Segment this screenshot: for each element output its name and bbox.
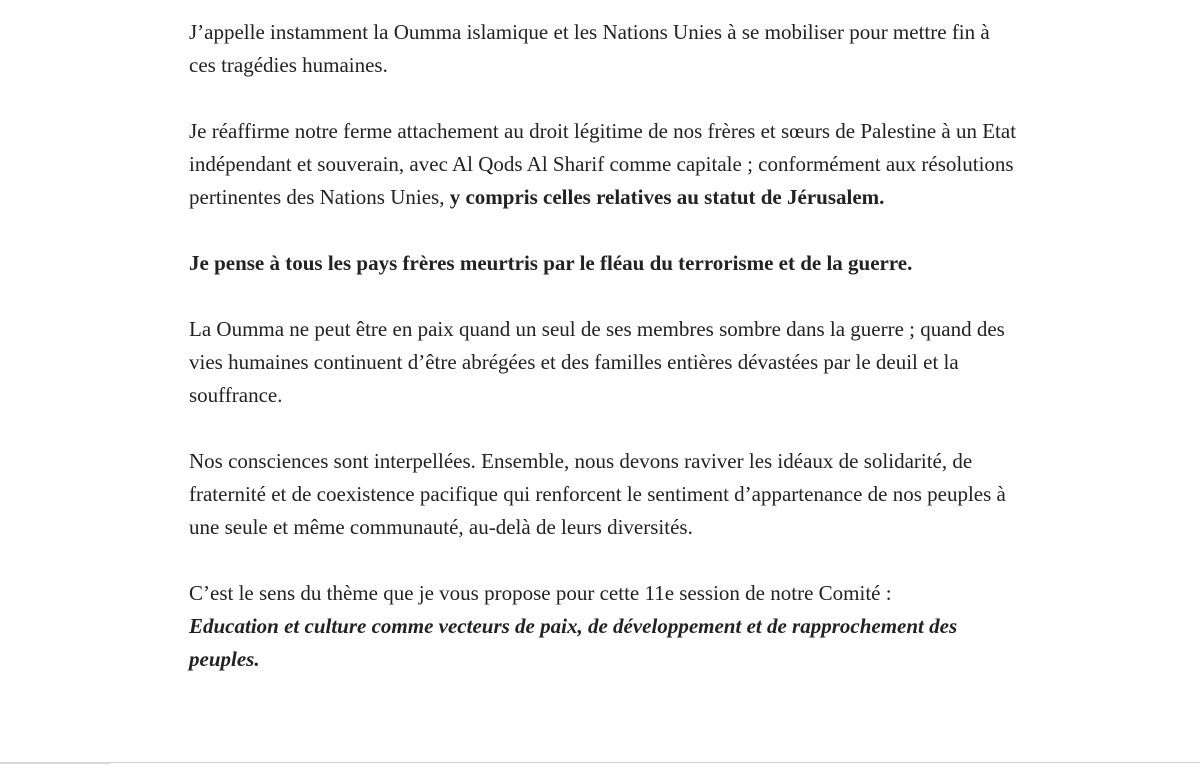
paragraph-text: Nos consciences sont interpellées. Ensemble, nous devons raviver les idéaux de solidarité, de fraternité et de coexistence pacifique qui renforcent le sentiment d’appartenance de nos peuples à une seule et même communauté, au-delà de leurs diversités. xyxy=(189,449,1006,539)
bottom-edge-divider xyxy=(0,762,1200,767)
paragraph-consciences xyxy=(189,445,1019,544)
paragraph-bold-text: Je pense à tous les pays frères meurtris par le fléau du terrorisme et de la guerre. xyxy=(189,251,913,275)
paragraph-palestine xyxy=(189,115,1019,214)
article-body xyxy=(189,16,1019,709)
paragraph-text: Je réaffirme notre ferme attachement au droit légitime de nos frères et sœurs de Palestine à un Etat indépendant et souverain, avec Al Qods Al Sharif comme capitale ; conformément aux résolutions pertinentes des Nations Unies, xyxy=(189,119,1017,209)
paragraph-bold-text: y compris celles relatives au statut de Jérusalem. xyxy=(449,185,885,209)
divider-right-segment xyxy=(110,762,1200,763)
paragraph-oumma-peace xyxy=(189,313,1019,412)
paragraph-terrorism xyxy=(189,247,1019,280)
paragraph-theme xyxy=(189,577,1019,676)
paragraph-oumma-appeal xyxy=(189,16,1019,82)
paragraph-text: J’appelle instamment la Oumma islamique et les Nations Unies à se mobiliser pour mettre fin à ces tragédies humaines. xyxy=(189,20,990,77)
paragraph-theme-title: Education et culture comme vecteurs de paix, de développement et de rapprochement des peuples. xyxy=(189,614,958,671)
paragraph-text: C’est le sens du thème que je vous propose pour cette 11e session de notre Comité : xyxy=(189,581,892,605)
divider-left-segment xyxy=(0,762,110,764)
paragraph-text: La Oumma ne peut être en paix quand un seul de ses membres sombre dans la guerre ; quand des vies humaines continuent d’être abrégées et des familles entières dévastées par le deuil et la souffrance. xyxy=(189,317,1005,407)
